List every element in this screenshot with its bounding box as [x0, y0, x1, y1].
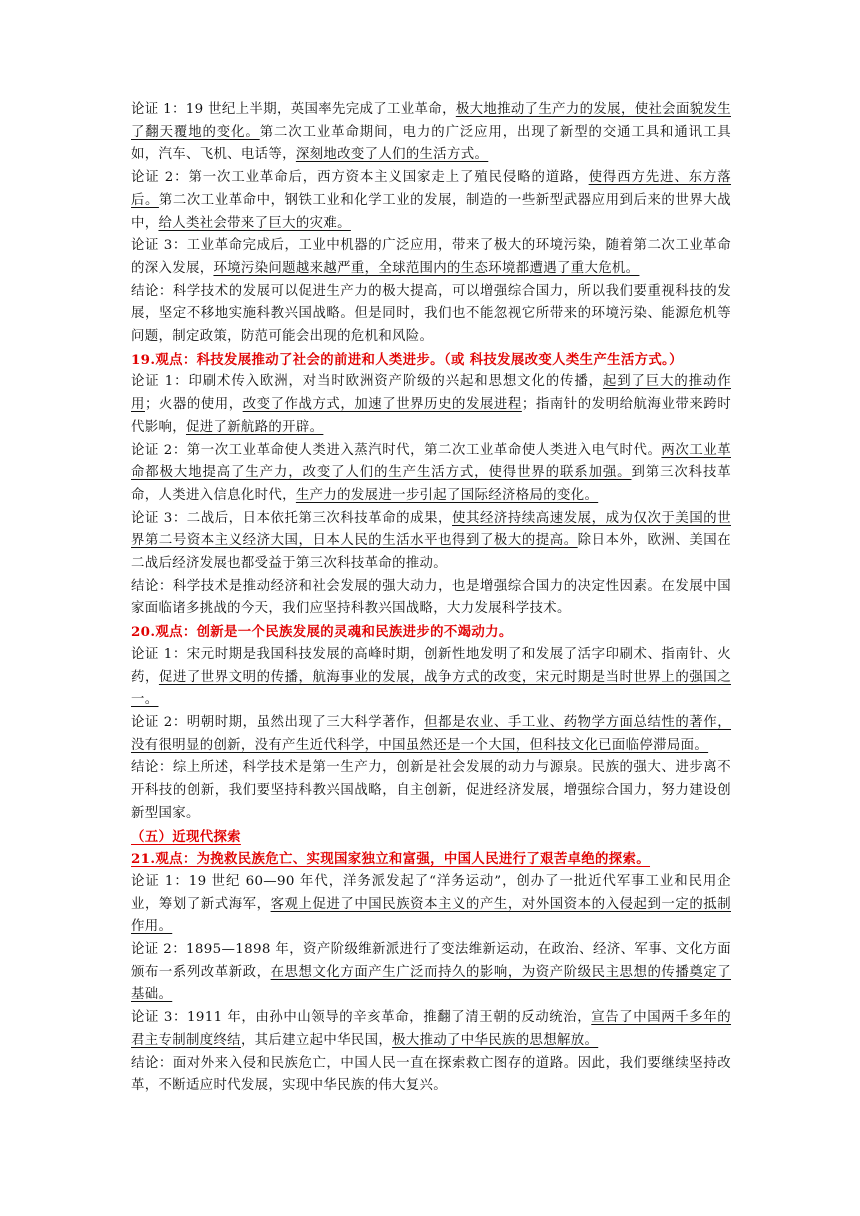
body-paragraph: [131, 871, 731, 939]
underlined-text: 极大地推动了生产力的发展，使社会面貌发生了翻天覆地的变化。: [131, 102, 731, 140]
text-segment: 结论：面对外来入侵和民族危亡，中国人民一直在探索救亡图存的道路。因此，我们要继续坚持改革，不断适应时代发展，实现中华民族的伟大复兴。: [131, 1055, 731, 1094]
text-segment: 到第三次科技革命，人类进入信息化时代，: [131, 465, 732, 503]
text-segment: 论证 2：第一次工业革命后，西方资本主义国家走上了殖民侵略的道路，: [131, 170, 589, 186]
text-segment: ；火器的使用，: [144, 397, 243, 413]
body-paragraph: [131, 371, 731, 439]
text-segment: 第二次工业革命期间，电力的广泛应用，出现了新型的交通工具和通讯工具如，汽车、飞机、电话等，: [131, 124, 731, 163]
body-paragraph: [131, 281, 731, 349]
underlined-text: （五）近现代探索: [131, 828, 241, 845]
body-paragraph: [131, 1053, 731, 1098]
underlined-text: 改变了作战方式，加速了世界历史的发展进程: [242, 397, 522, 413]
body-paragraph: [131, 235, 731, 280]
underlined-text: 促进了新航路的开辟。: [185, 419, 324, 435]
underlined-text: 极大推动了中华民族的思想解放。: [392, 1032, 599, 1048]
body-paragraph: [131, 939, 731, 1007]
text-segment: 论证 3：1911 年，由孙中山领导的辛亥革命，推翻了清王朝的反动统治，: [131, 1010, 592, 1026]
underlined-text: 两次工业革命都极大地提高了生产力，改变了人们的生产生活方式，使得世界的联系加强。: [131, 442, 731, 481]
body-paragraph: [131, 644, 731, 712]
text-segment: 论证 2：1895—1898 年，资产阶级维新派进行了变法维新运动，在政治、经济、军事、文化方面颁布一系列改革新政，: [131, 942, 731, 980]
underlined-text: 起到了巨大的推动作用: [131, 374, 731, 413]
underlined-text: 环境污染问题越来越严重，全球范围内的生态环境都遭遇了重大危机。: [213, 260, 640, 276]
text-segment: 除日本外，欧洲、美国在二战后经济发展也都受益于第三次科技革命的推动。: [131, 533, 731, 572]
underlined-text: 客观上促进了中国民族资本主义的产生，对外国资本的入侵起到一定的抵制作用。: [131, 896, 731, 935]
underlined-text: 使得西方先进、东方落后。: [131, 170, 732, 208]
text-segment: 论证 1：19 世纪 60—90 年代，洋务派发起了“洋务运动”，创办了一批近代军事工业和民用企业，筹划了新式海军，: [131, 873, 731, 912]
text-segment: 结论：科学技术是推动经济和社会发展的强大动力，也是增强综合国力的决定性因素。在发展中国家面临诸多挑战的今天，我们应坚持科教兴国战略，大力发展科学技术。: [131, 578, 731, 617]
body-paragraph: [131, 712, 731, 757]
viewpoint-heading: [131, 349, 731, 372]
underlined-text: 宣告了中国两千多年的君主专制制度终结: [131, 1010, 732, 1048]
text-segment: 论证 3：二战后，日本依托第三次科技革命的成果，: [131, 510, 453, 526]
document-body: [131, 99, 731, 1098]
underlined-text: 21.观点：为挽救民族危亡、实现国家独立和富强，中国人民进行了艰苦卓绝的探索。: [131, 851, 651, 868]
underlined-text: 促进了世界文明的传播，航海事业的发展，战争方式的改变，宋元时期是当时世界上的强国之一。: [131, 669, 731, 708]
underlined-text: 生产力的发展进一步引起了国际经济格局的变化。: [295, 487, 599, 503]
text-segment: 论证 3：工业革命完成后，工业中机器的广泛应用，带来了极大的环境污染，随着第二次工业革命的深入发展，: [131, 238, 731, 276]
section-heading: [131, 826, 731, 849]
text-segment: ，其后建立起中华民国，: [240, 1032, 393, 1048]
text-segment: ；指南针的发明给航海业带来跨时代影响，: [131, 397, 732, 435]
text-segment: 20.观点：创新是一个民族发展的灵魂和民族进步的不竭动力。: [131, 624, 513, 641]
underlined-text: 但都是农业、手工业、药物学方面总结性的著作，没有很明显的创新，没有产生近代科学，中国虽然还是一个大国，但科技文化已面临停滞局面。: [131, 714, 731, 753]
text-segment: 论证 1：印刷术传入欧洲，对当时欧洲资产阶级的兴起和思想文化的传播，: [131, 374, 603, 390]
body-paragraph: [131, 757, 731, 825]
viewpoint-heading: [131, 621, 731, 644]
body-paragraph: [131, 167, 731, 235]
text-segment: 论证 2：第一次工业革命使人类进入蒸汽时代，第二次工业革命使人类进入电气时代。: [131, 442, 662, 458]
text-segment: 论证 1：19 世纪上半期，英国率先完成了工业革命，: [131, 102, 456, 117]
body-paragraph: [131, 99, 731, 167]
body-paragraph: [131, 1007, 731, 1052]
body-paragraph: [131, 440, 731, 508]
text-segment: 论证 2：明朝时期，虽然出现了三大科学著作，: [131, 714, 425, 730]
text-segment: 论证 1：宋元时期是我国科技发展的高峰时期，创新性地发明了和发展了活字印刷术、指南针、火药，: [131, 646, 731, 685]
underlined-text: 深刻地改变了人们的生活方式。: [295, 147, 489, 163]
underlined-text: 给人类社会带来了巨大的灾难。: [158, 215, 351, 231]
text-segment: 19.观点：科技发展推动了社会的前进和人类进步。（或 科技发展改变人类生产生活方式。）: [131, 351, 683, 368]
body-paragraph: [131, 576, 731, 621]
text-segment: 结论：综上所述，科学技术是第一生产力，创新是社会发展的动力与源泉。民族的强大、进步离不开科技的创新，我们要坚持科教兴国战略，自主创新，促进经济发展，增强综合国力，努力建设创新型国家。: [131, 760, 731, 821]
body-paragraph: [131, 508, 731, 576]
text-segment: 结论：科学技术的发展可以促进生产力的极大提高，可以增强综合国力，所以我们要重视科技的发展，坚定不移地实施科教兴国战略。但是同时，我们也不能忽视它所带来的环境污染、能源危机等问题，制定政策，防范可能会出现的危机和风险。: [131, 283, 731, 345]
text-segment: 第二次工业革命中，钢铁工业和化学工业的发展，制造的一些新型武器应用到后来的世界大战中，: [131, 192, 731, 231]
viewpoint-heading: [131, 848, 731, 871]
underlined-text: 在思想文化方面产生广泛而持久的影响，为资产阶级民主思想的传播奠定了基础。: [131, 964, 731, 1003]
underlined-text: 使其经济持续高速发展，成为仅次于美国的世界第二号资本主义经济大国，日本人民的生活水平也得到了极大的提高。: [131, 510, 731, 549]
